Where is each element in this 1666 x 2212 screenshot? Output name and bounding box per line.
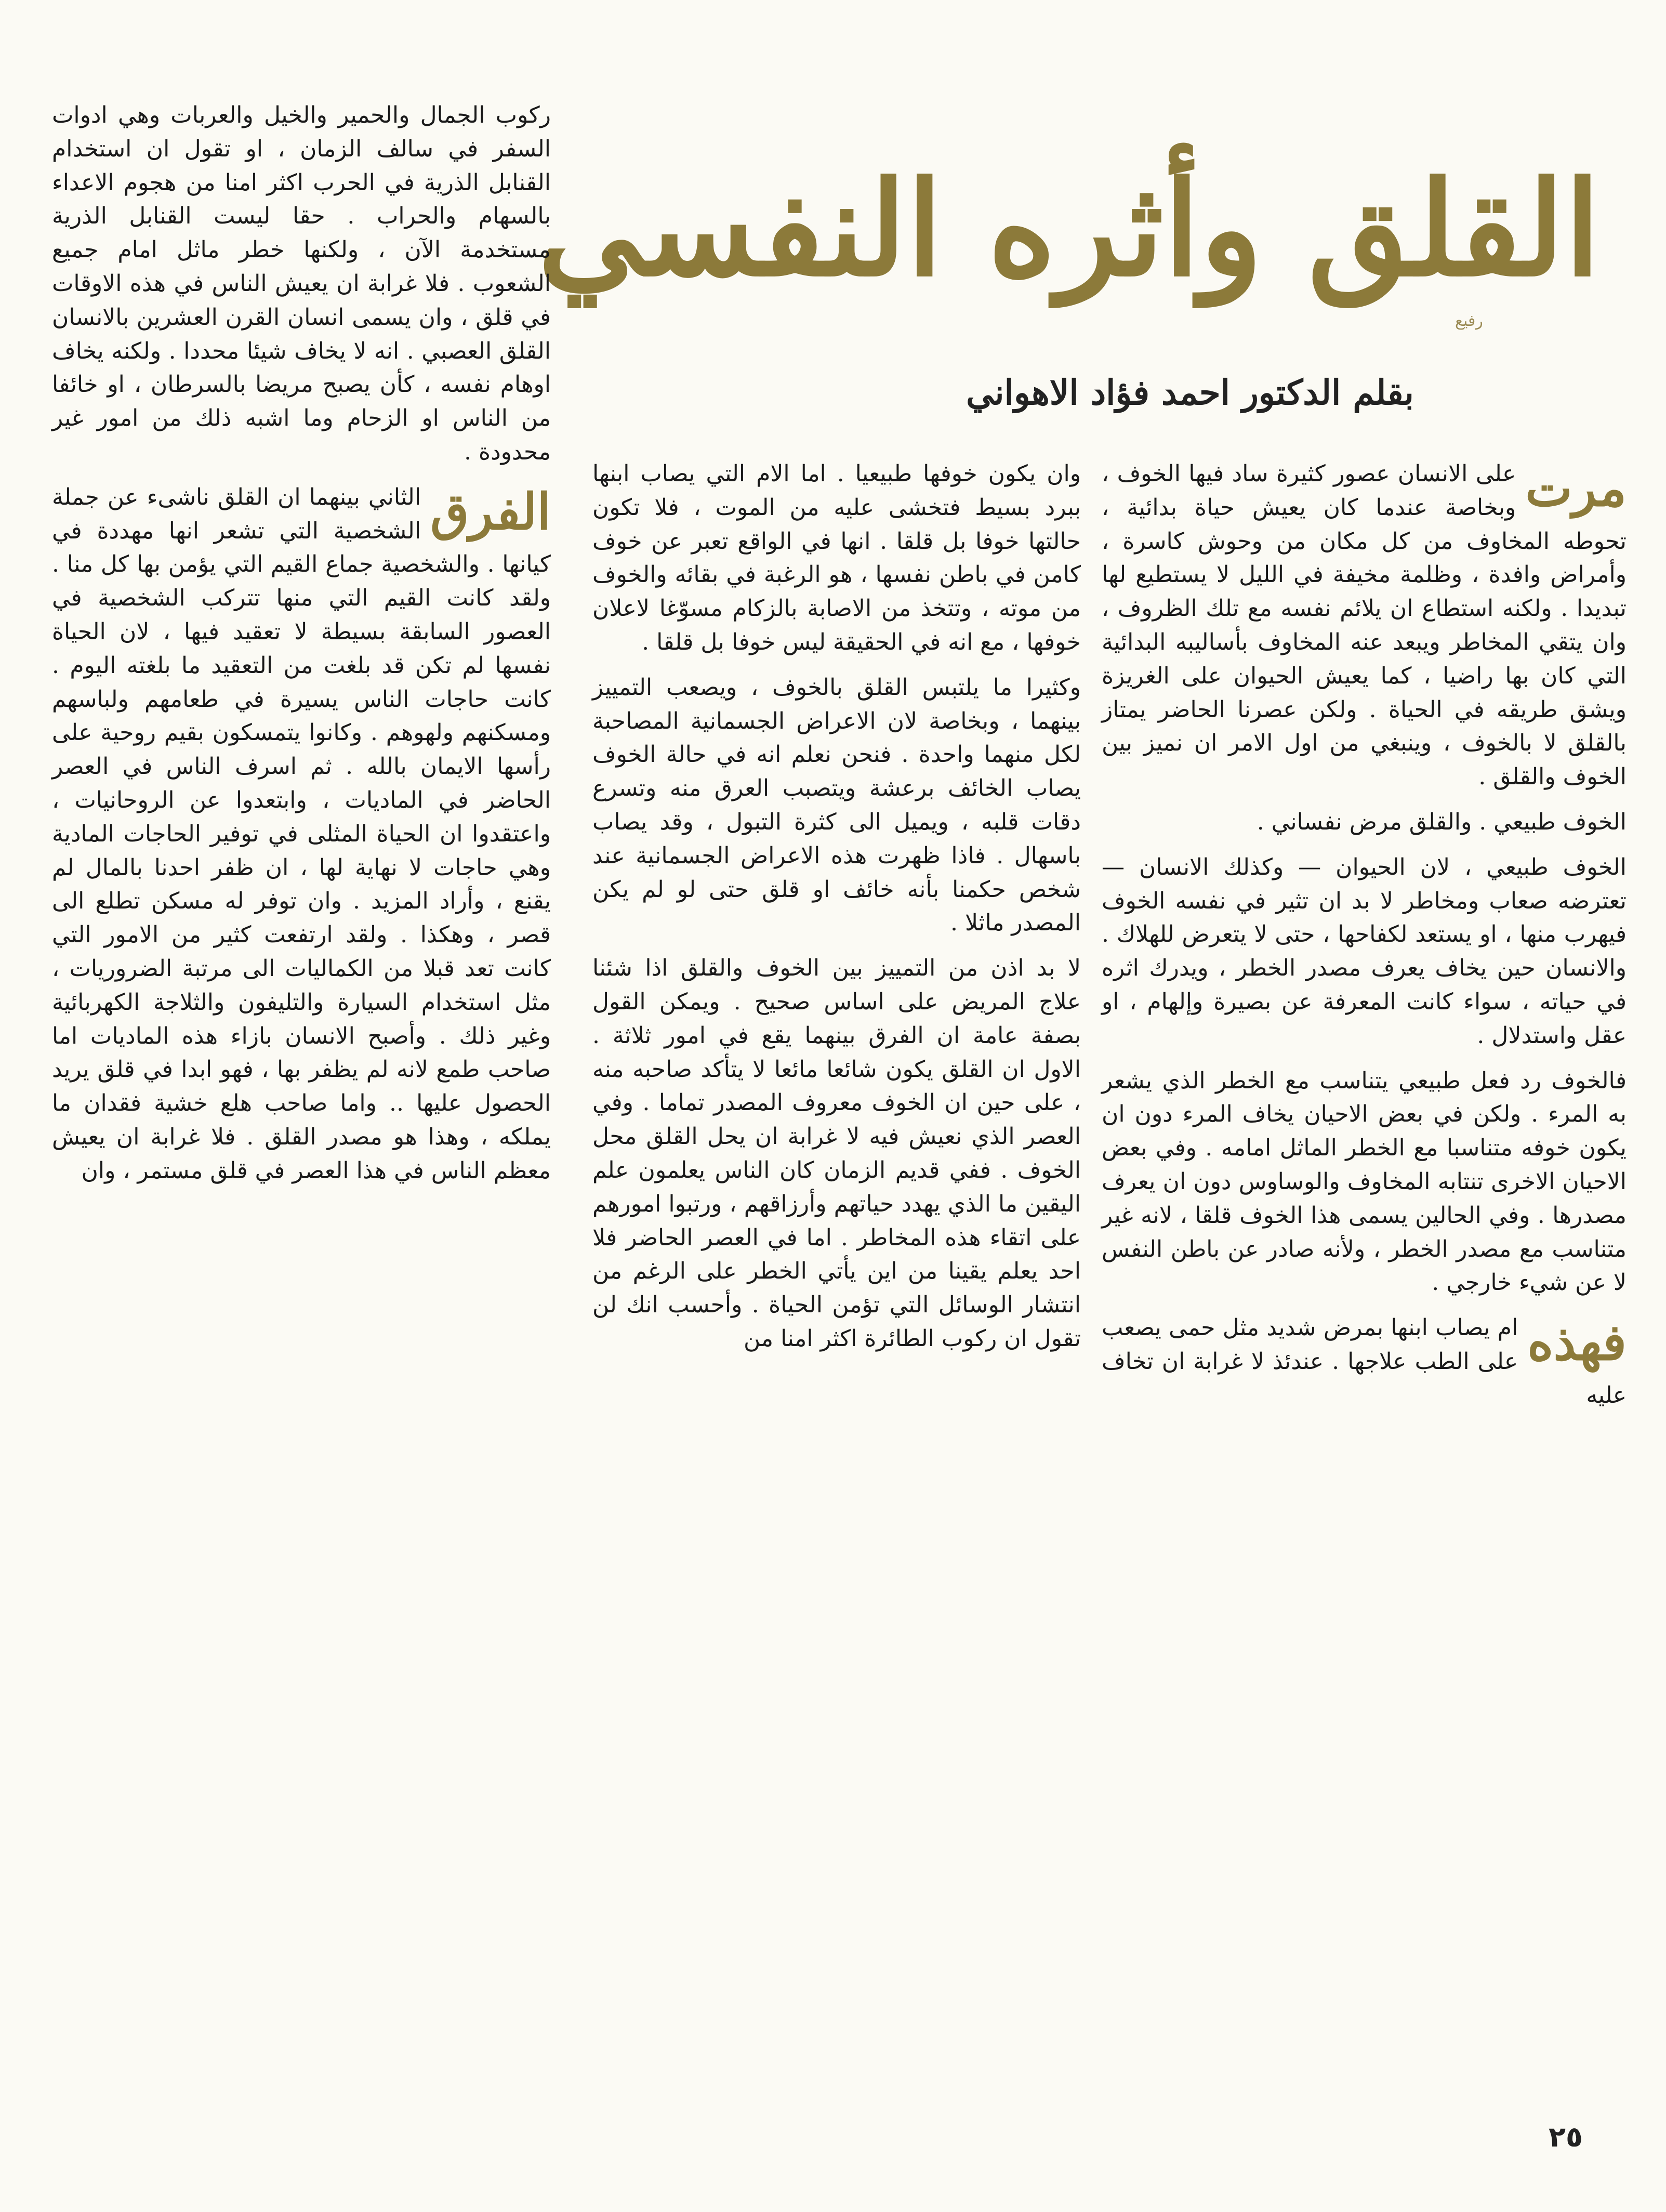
column-middle — [592, 457, 1081, 2100]
paragraph: الخوف طبيعي ، لان الحيوان — وكذلك الانسان — تعترضه صعاب ومخاطر لا بد ان تثير في نفسه الخوف فيهرب منها ، او يستعد لكفاحها ، حتى لا يتعرض للهلاك . والانسان حين يخاف يعرف مصدر الخطر ، ويدرك اثره في حياته ، سواء كانت المعرفة عن بصيرة وإلهام ، او عقل واستدلال . — [1102, 853, 1627, 1049]
paragraph — [1102, 1311, 1627, 1412]
paragraph: لا بد اذن من التمييز بين الخوف والقلق اذا شئنا علاج المريض على اساس صحيح . ويمكن القول بصفة عامة ان الفرق بينهما يقع في امور ثلاثة . الاول ان القلق يكون شائعا مائعا لا يتأكد صاحبه منه ، على حين ان الخوف معروف المصدر تماما . وفي العصر الذي نعيش فيه لا غرابة ان يحل القلق محل الخوف . ففي قديم الزمان كان الناس يعلمون علم اليقين ما الذي يهدد حياتهم وأرزاقهم ، ورتبوا امورهم على اتقاء هذه المخاطر . اما في العصر الحاضر فلا احد يعلم يقينا من اين يأتي الخطر على الرغم من انتشار الوسائل التي تؤمن الحياة . وأحسب انك لن تقول ان ركوب الطائرة اكثر امنا من — [592, 955, 1081, 1352]
drop-word: مرت — [1525, 459, 1627, 518]
article-title: القلق وأثره النفسي — [537, 152, 1601, 305]
paragraph: وكثيرا ما يلتبس القلق بالخوف ، ويصعب التمييز بينهما ، وبخاصة لان الاعراض الجسمانية المصاحبة لكل منهما واحدة . فنحن نعلم انه في حالة الخوف يصاب الخائف برعشة ويتصبب العرق منه وتسرع دقات قلبه ، ويميل الى كثرة التبول ، وقد يصاب باسهال . فاذا ظهرت هذه الاعراض الجسمانية عند شخص حكمنا بأنه خائف او قلق حتى لو لم يكن المصدر ماثلا . — [592, 674, 1081, 937]
drop-word: فهذه — [1527, 1313, 1627, 1372]
paragraph-text: على الانسان عصور كثيرة ساد فيها الخوف ، وبخاصة عندما كان يعيش حياة بدائية ، تحوطه المخاوف من كل مكان من وحوش كاسرة ، وأمراض وافدة ، وظلمة مخيفة في الليل لا يستطيع لها تبديدا . ولكنه استطاع ان يلائم نفسه مع تلك الظروف ، وان يتقي المخاطر ويبعد عنه المخاوف بأساليبه البدائية التي كان بها راضيا ، كما يعيش الحيوان على الغريزة ويشق طريقه في الحياة . ولكن عصرنا الحاضر يمتاز بالقلق لا بالخوف ، وينبغي من اول الامر ان نميز بين الخوف والقلق . — [1102, 460, 1627, 791]
paragraph: فالخوف رد فعل طبيعي يتناسب مع الخطر الذي يشعر به المرء . ولكن في بعض الاحيان يخاف المرء دون ان يكون خوفه متناسبا مع الخطر الماثل امامه . وفي بعض الاحيان الاخرى تنتابه المخاوف والوساوس دون ان يعرف مصدرها . وفي الحالين يسمى هذا الخوف قلقا ، لانه غير متناسب مع مصدر الخطر ، ولأنه صادر عن باطن النفس لا عن شيء خارجي . — [1102, 1067, 1627, 1296]
paragraph: الخوف طبيعي . والقلق مرض نفساني . — [1257, 808, 1627, 835]
paragraph: وان يكون خوفها طبيعيا . اما الام التي يصاب ابنها ببرد بسيط فتخشى عليه من الموت ، فلا تكون حالتها خوفا بل قلقا . انها في الواقع تعبر عن خوف كامن في باطن نفسها ، هو الرغبة في بقائه والخوف من موته ، وتتخذ من الاصابة بالزكام مسوّغا لاعلان خوفها ، مع انه في الحقيقة ليس خوفا بل قلقا . — [592, 460, 1081, 655]
page-number: ٢٥ — [1549, 2121, 1583, 2153]
drop-word: الفرق — [430, 482, 551, 541]
illustrator-credit: رفيع — [1455, 312, 1483, 330]
column-left — [52, 99, 551, 2100]
paragraph: ركوب الجمال والحمير والخيل والعربات وهي ادوات السفر في سالف الزمان ، او تقول ان استخدام القنابل الذرية في الحرب اكثر امنا من هجوم الاعداء بالسهام والحراب . حقا ليست القنابل الذرية مستخدمة الآن ، ولكنها خطر ماثل امام جميع الشعوب . فلا غرابة ان يعيش الناس في هذه الاوقات في قلق ، وان يسمى انسان القرن العشرين بالانسان القلق العصبي . انه لا يخاف شيئا محددا . ولكنه يخاف اوهام نفسه ، كأن يصبح مريضا بالسرطان ، او خائفا من الناس او الزحام وما اشبه ذلك من امور غير محدودة . — [52, 102, 551, 465]
paragraph — [52, 481, 551, 1188]
paragraph — [1102, 457, 1627, 794]
column-right — [1102, 457, 1627, 2100]
article-byline: بقلم الدكتور احمد فؤاد الاهواني — [966, 372, 1414, 413]
paragraph-text: ام يصاب ابنها بمرض شديد مثل حمى يصعب على الطب علاجها . عندئذ لا غرابة ان تخاف عليه — [1102, 1314, 1627, 1408]
paragraph-text: الثاني بينهما ان القلق ناشىء عن جملة الشخصية التي تشعر انها مهددة في كيانها . والشخصية جماع القيم التي يؤمن بها كل منا . ولقد كانت القيم التي منها تتركب الشخصية في العصور السابقة بسيطة لا تعقيد فيها ، لان الحياة نفسها لم تكن قد بلغت من التعقيد ما بلغته اليوم . كانت حاجات الناس يسيرة في طعامهم ولباسهم ومسكنهم ولهوهم . وكانوا يتمسكون بقيم روحية على رأسها الايمان بالله . ثم اسرف الناس في العصر الحاضر في الماديات ، وابتعدوا عن الروحانيات ، واعتقدوا ان الحياة المثلى في توفير الحاجات المادية وهي حاجات لا نهاية لها ، ان ظفر احدنا بالمال لم يقنع ، وأراد المزيد . وان توفر له مسكن تطلع الى قصر ، وهكذا . ولقد ارتفعت كثير من الامور التي كانت تعد قبلا من الكماليات الى مرتبة الضروريات ، مثل استخدام السيارة والتليفون والثلاجة الكهربائية وغير ذلك . وأصبح الانسان بازاء هذه الماديات اما صاحب طمع لانه لم يظفر بها ، فهو ابدا في قلق يريد الحصول عليها .. واما صاحب هلع خشية فقدان ما يملكه ، وهذا هو مصدر القلق . فلا غرابة ان يعيش معظم الناس في هذا العصر في قلق مستمر ، وان — [52, 483, 551, 1184]
